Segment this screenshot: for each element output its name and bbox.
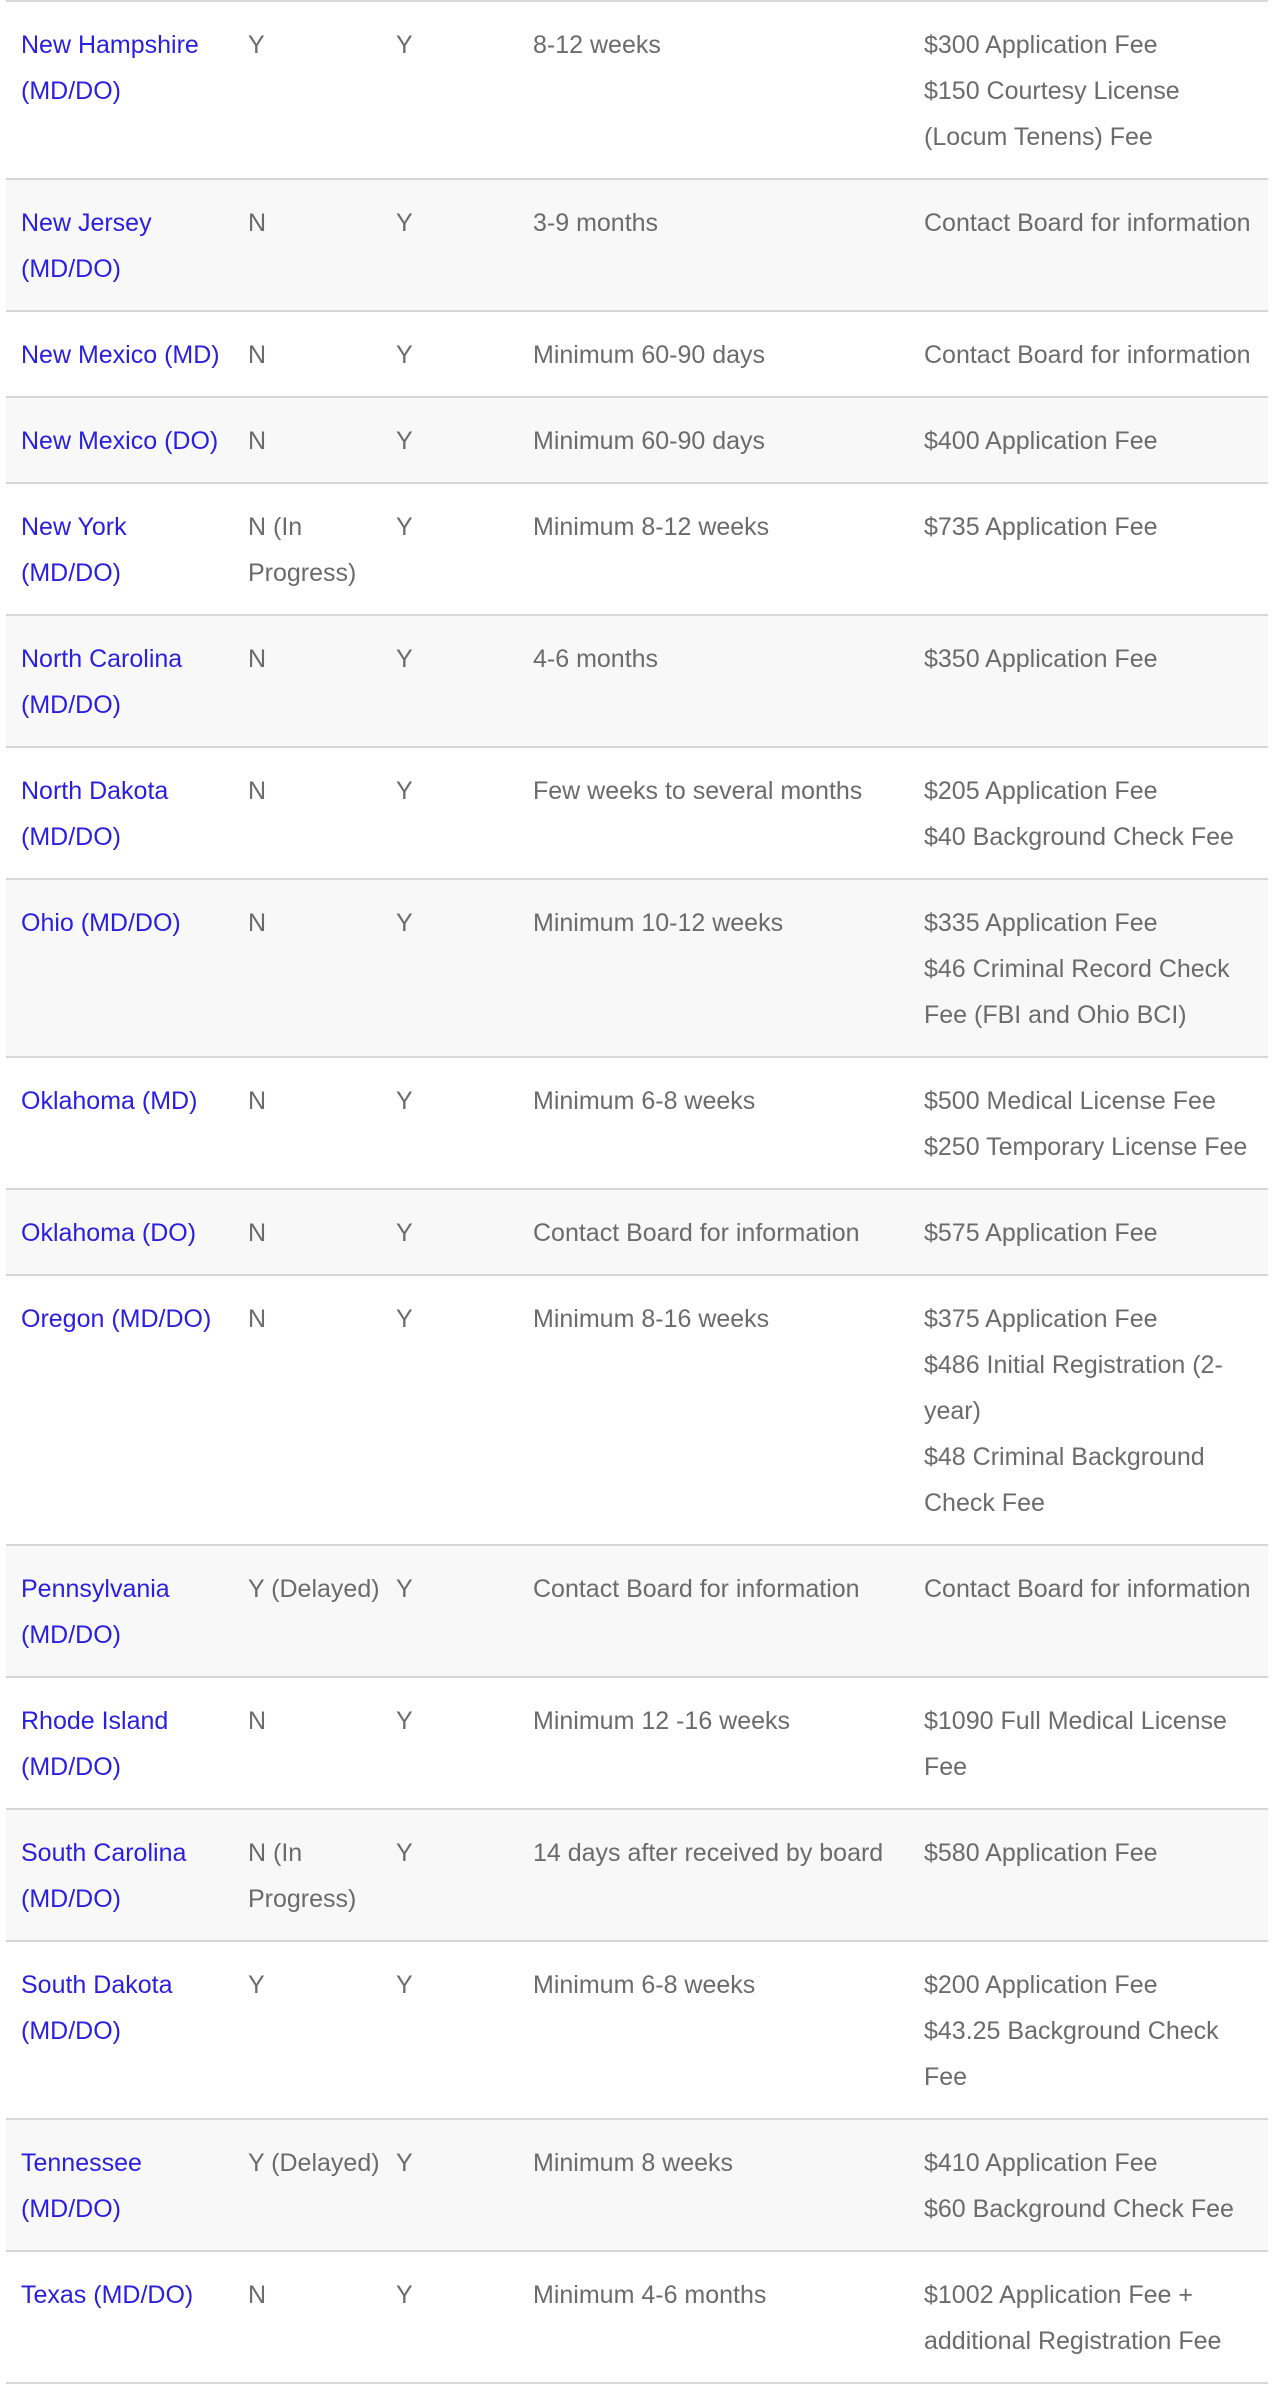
state-link[interactable]: Pennsylvania (MD/DO) [21,1575,170,1649]
imlc-cell: Y (Delayed) [248,2149,380,2177]
state-link[interactable]: North Dakota (MD/DO) [21,777,169,851]
fees-cell [924,616,1268,746]
processing-time-cell: Contact Board for information [533,1575,860,1603]
telehealth-cell: Y [396,909,413,937]
table-row [6,398,1268,484]
fees-cell [924,1058,1268,1188]
fee-line: Contact Board for information [924,341,1251,369]
fee-line: $735 Application Fee [924,513,1158,541]
state-cell [6,748,244,878]
state-cell [6,398,244,482]
table-row [6,616,1268,748]
table-row [6,312,1268,398]
table-row [6,1276,1268,1546]
table-row [6,880,1268,1058]
imlc-cell: Y [248,31,265,59]
state-link[interactable]: Ohio (MD/DO) [21,909,181,937]
fee-line: Contact Board for information [924,1575,1251,1603]
fee-line: $43.25 Background Check Fee [924,2017,1219,2091]
processing-time-cell: 8-12 weeks [533,31,661,59]
state-cell [6,1276,244,1544]
processing-time-cell: Minimum 8 weeks [533,2149,734,2177]
telehealth-cell: Y [396,31,413,59]
table-row [6,1190,1268,1276]
fees-cell [924,748,1268,878]
state-cell [6,880,244,1056]
state-cell [6,180,244,310]
fee-line: $400 Application Fee [924,427,1158,455]
fee-line: $1002 Application Fee + additional Registration Fee [924,2281,1222,2355]
state-cell [6,1190,244,1274]
state-cell [6,1546,244,1676]
table-row [6,1546,1268,1678]
processing-time-cell: Minimum 8-16 weeks [533,1305,770,1333]
fee-line: $150 Courtesy License (Locum Tenens) Fee [924,77,1180,151]
fees-cell [924,312,1268,396]
fees-cell [924,398,1268,482]
state-link[interactable]: Oklahoma (DO) [21,1219,197,1247]
fee-line: $575 Application Fee [924,1219,1158,1247]
fee-line: $250 Temporary License Fee [924,1133,1248,1161]
imlc-cell: N [248,1087,267,1115]
fee-line: $40 Background Check Fee [924,823,1234,851]
state-link[interactable]: South Dakota (MD/DO) [21,1971,173,2045]
fees-cell [924,484,1268,614]
state-cell [6,2252,244,2382]
telehealth-cell: Y [396,341,413,369]
table-row [6,2252,1268,2384]
fees-cell [924,2252,1268,2382]
telehealth-cell: Y [396,777,413,805]
imlc-cell: Y [248,1971,265,1999]
processing-time-cell: 14 days after received by board [533,1839,884,1867]
state-link[interactable]: New York (MD/DO) [21,513,127,587]
state-cell [6,2,244,178]
table-row [6,180,1268,312]
fee-line: $46 Criminal Record Check Fee (FBI and Ohio BCI) [924,955,1230,1029]
fees-cell [924,2120,1268,2250]
telehealth-cell: Y [396,1305,413,1333]
processing-time-cell: Minimum 10-12 weeks [533,909,784,937]
state-cell [6,1942,244,2118]
fee-line: $410 Application Fee [924,2149,1158,2177]
fees-cell [924,1678,1268,1808]
processing-time-cell: Minimum 6-8 weeks [533,1087,756,1115]
imlc-cell: N [248,909,267,937]
fee-line: $486 Initial Registration (2-year) [924,1351,1223,1425]
processing-time-cell: Few weeks to several months [533,777,863,805]
table-row [6,1678,1268,1810]
state-link[interactable]: South Carolina (MD/DO) [21,1839,187,1913]
telehealth-cell: Y [396,427,413,455]
imlc-cell: N [248,427,267,455]
state-link[interactable]: New Mexico (DO) [21,427,219,455]
telehealth-cell: Y [396,645,413,673]
processing-time-cell: Minimum 12 -16 weeks [533,1707,791,1735]
fee-line: $60 Background Check Fee [924,2195,1234,2223]
processing-time-cell: Minimum 60-90 days [533,341,766,369]
imlc-cell: N [248,1219,267,1247]
table-body [6,2,1268,2384]
telehealth-cell: Y [396,1971,413,1999]
fees-cell [924,880,1268,1056]
state-cell [6,1810,244,1940]
imlc-cell: N (In Progress) [248,513,357,587]
fees-cell [924,2,1268,178]
state-link[interactable]: North Carolina (MD/DO) [21,645,183,719]
telehealth-cell: Y [396,1707,413,1735]
state-link[interactable]: Oregon (MD/DO) [21,1305,212,1333]
imlc-cell: N [248,2281,267,2309]
fee-line: $48 Criminal Background Check Fee [924,1443,1205,1517]
imlc-cell: N [248,1305,267,1333]
table-row [6,748,1268,880]
imlc-cell: Y (Delayed) [248,1575,380,1603]
processing-time-cell: Minimum 6-8 weeks [533,1971,756,1999]
imlc-cell: N [248,341,267,369]
table-row [6,2120,1268,2252]
table-row [6,1058,1268,1190]
state-link[interactable]: New Hampshire (MD/DO) [21,31,199,105]
processing-time-cell: Minimum 4-6 months [533,2281,767,2309]
state-link[interactable]: Texas (MD/DO) [21,2281,194,2309]
table-row [6,1942,1268,2120]
fees-cell [924,1276,1268,1544]
processing-time-cell: Minimum 60-90 days [533,427,766,455]
state-link[interactable]: Rhode Island (MD/DO) [21,1707,169,1781]
fee-line: $375 Application Fee [924,1305,1158,1333]
processing-time-cell: 3-9 months [533,209,659,237]
fee-line: $300 Application Fee [924,31,1158,59]
fee-line: $335 Application Fee [924,909,1158,937]
table-row [6,2,1268,180]
imlc-cell: N [248,209,267,237]
state-cell [6,1058,244,1188]
telehealth-cell: Y [396,209,413,237]
telehealth-cell: Y [396,1219,413,1247]
state-link[interactable]: Tennessee (MD/DO) [21,2149,142,2223]
fee-line: $500 Medical License Fee [924,1087,1216,1115]
state-cell [6,484,244,614]
processing-time-cell: Contact Board for information [533,1219,860,1247]
imlc-cell: N [248,777,267,805]
telehealth-cell: Y [396,1839,413,1867]
fees-cell [924,180,1268,310]
imlc-cell: N [248,1707,267,1735]
fee-line: $205 Application Fee [924,777,1158,805]
state-cell [6,2120,244,2250]
state-link[interactable]: Oklahoma (MD) [21,1087,198,1115]
fee-line: $200 Application Fee [924,1971,1158,1999]
table-row [6,1810,1268,1942]
imlc-cell: N (In Progress) [248,1839,357,1913]
telehealth-cell: Y [396,2281,413,2309]
telehealth-cell: Y [396,2149,413,2177]
telehealth-cell: Y [396,1575,413,1603]
fee-line: $1090 Full Medical License Fee [924,1707,1227,1781]
state-cell [6,1678,244,1808]
processing-time-cell: 4-6 months [533,645,659,673]
state-link[interactable]: New Jersey (MD/DO) [21,209,152,283]
table-row [6,484,1268,616]
state-cell [6,312,244,396]
telehealth-cell: Y [396,513,413,541]
processing-time-cell: Minimum 8-12 weeks [533,513,770,541]
fee-line: $580 Application Fee [924,1839,1158,1867]
fees-cell [924,1546,1268,1676]
state-cell [6,616,244,746]
state-link[interactable]: New Mexico (MD) [21,341,220,369]
fees-cell [924,1810,1268,1940]
telehealth-cell: Y [396,1087,413,1115]
imlc-cell: N [248,645,267,673]
fee-line: Contact Board for information [924,209,1251,237]
fee-line: $350 Application Fee [924,645,1158,673]
fees-cell [924,1190,1268,1274]
licensing-table [6,0,1268,2384]
fees-cell [924,1942,1268,2118]
